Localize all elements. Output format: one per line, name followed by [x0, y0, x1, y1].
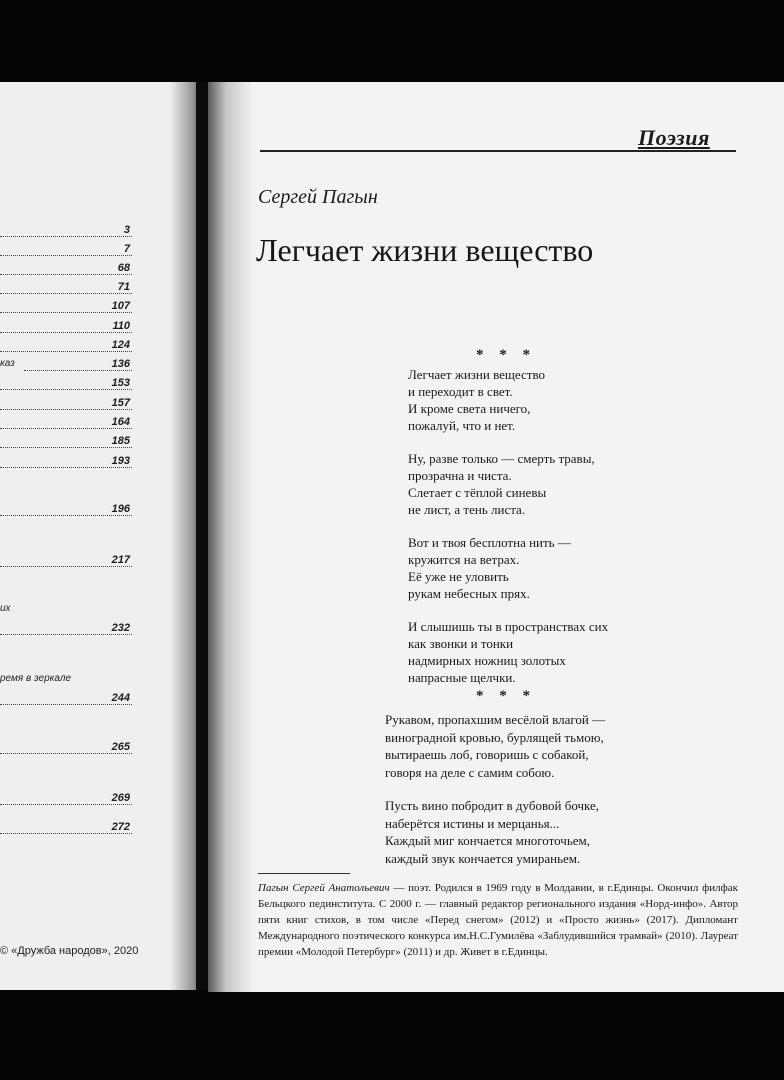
poem-line: Рукавом, пропахшим весёлой влагой —: [385, 712, 606, 727]
toc-page-number: 110: [112, 320, 130, 332]
poem-line: надмирных ножниц золотых: [408, 653, 566, 668]
poem-line: И слышишь ты в пространствах сих: [408, 619, 609, 634]
toc-page-number: 107: [111, 300, 130, 312]
toc-page-number: 196: [111, 503, 130, 515]
toc-page-number: 269: [111, 792, 130, 804]
poem-line: говоря на деле с самим собою.: [385, 764, 555, 780]
poem-line: как звонки и тонки: [408, 636, 514, 651]
toc-page-number: 7: [123, 243, 130, 255]
poem-line: Пусть вино побродит в дубовой бочке,: [385, 798, 600, 813]
toc-page-number: 185: [111, 435, 130, 447]
poem-line: рукам небесных прях.: [408, 586, 530, 601]
section-label: Поэзия: [638, 125, 710, 150]
author-name: Сергей Пагын: [258, 186, 378, 208]
poem-line: пожалуй, что и нет.: [408, 418, 516, 433]
toc-page-number: 153: [111, 377, 130, 389]
stars-separator: * * *: [476, 688, 536, 704]
author-bio: [258, 880, 738, 960]
poem-line: Её уже не уловить: [408, 569, 509, 584]
toc-page-number: 164: [111, 416, 130, 428]
poem-line: кружится на ветрах.: [408, 552, 520, 567]
poem-line: прозрачна и чиста.: [408, 468, 512, 483]
right-page-curl-shadow: [208, 82, 254, 992]
toc-page-number: 136: [111, 358, 130, 370]
poem-cycle-title: Легчает жизни вещество: [256, 232, 594, 268]
poem-line: наберётся истины и мерцанья...: [385, 815, 560, 831]
toc-page-number: 71: [117, 281, 130, 293]
toc-page-number: 217: [111, 554, 130, 566]
toc-page-number: 272: [111, 821, 130, 833]
toc-fragment-kaz: каз: [0, 358, 15, 369]
bio-author-name: Пагын Сергей Анатольевич: [258, 882, 390, 894]
poem-line: напрасные щелчки.: [408, 670, 516, 685]
poem-line: Слетает с тёплой синевы: [408, 485, 547, 500]
toc-fragment-mirror: ремя в зеркале: [0, 673, 72, 684]
copyright: © «Дружба народов», 2020: [0, 945, 139, 957]
toc-page-number: 265: [111, 741, 130, 753]
footnote-rule: [258, 873, 350, 874]
poem-line: Легчает жизни вещество: [408, 367, 546, 382]
toc-page-number: 232: [111, 622, 130, 634]
poem-line: И кроме света ничего,: [408, 401, 531, 416]
toc-page-number: 3: [123, 224, 130, 236]
poem-line: Ну, разве только — смерть травы,: [408, 451, 595, 466]
stars-separator: * * *: [476, 347, 536, 363]
toc-page-number: 193: [111, 455, 130, 467]
toc-page-number: 157: [111, 397, 130, 409]
toc-fragment-ikh: их: [0, 603, 11, 614]
poem-line: виноградной кровью, бурлящей тьмою,: [385, 729, 604, 745]
poem-line: вытираешь лоб, говоришь с собакой,: [385, 747, 589, 762]
toc-page-number: 68: [117, 262, 130, 274]
bio-text: — поэт. Родился в 1969 году в Молдавии, в г.Единцы. Окончил филфак Бельцкого пединститута. С 2000 г. — главный редактор регионального издания «Норд-инфо». Автор пяти книг стихов, в том числе «Перед снегом» (2012) и «Просто жизнь» (2017). Дипломант Международного поэтического конкурса им.Н.С.Гумилёва «Заблудившийся трамвай» (2010). Лауреат премии «Молодой Петербург» (2011) и др. Живет в г.Единцы.: [258, 882, 738, 958]
left-page: [0, 82, 198, 990]
poem-line: Каждый миг кончается многоточьем,: [385, 833, 591, 848]
poem-line: Вот и твоя бесплотна нить —: [408, 535, 571, 550]
poem-line: и переходит в свет.: [408, 384, 513, 399]
toc-page-number: 244: [111, 692, 130, 704]
toc-page-number: 124: [111, 339, 130, 351]
poem-line: каждый звук кончается умираньем.: [385, 850, 581, 866]
poem-line: не лист, а тень листа.: [408, 502, 526, 517]
